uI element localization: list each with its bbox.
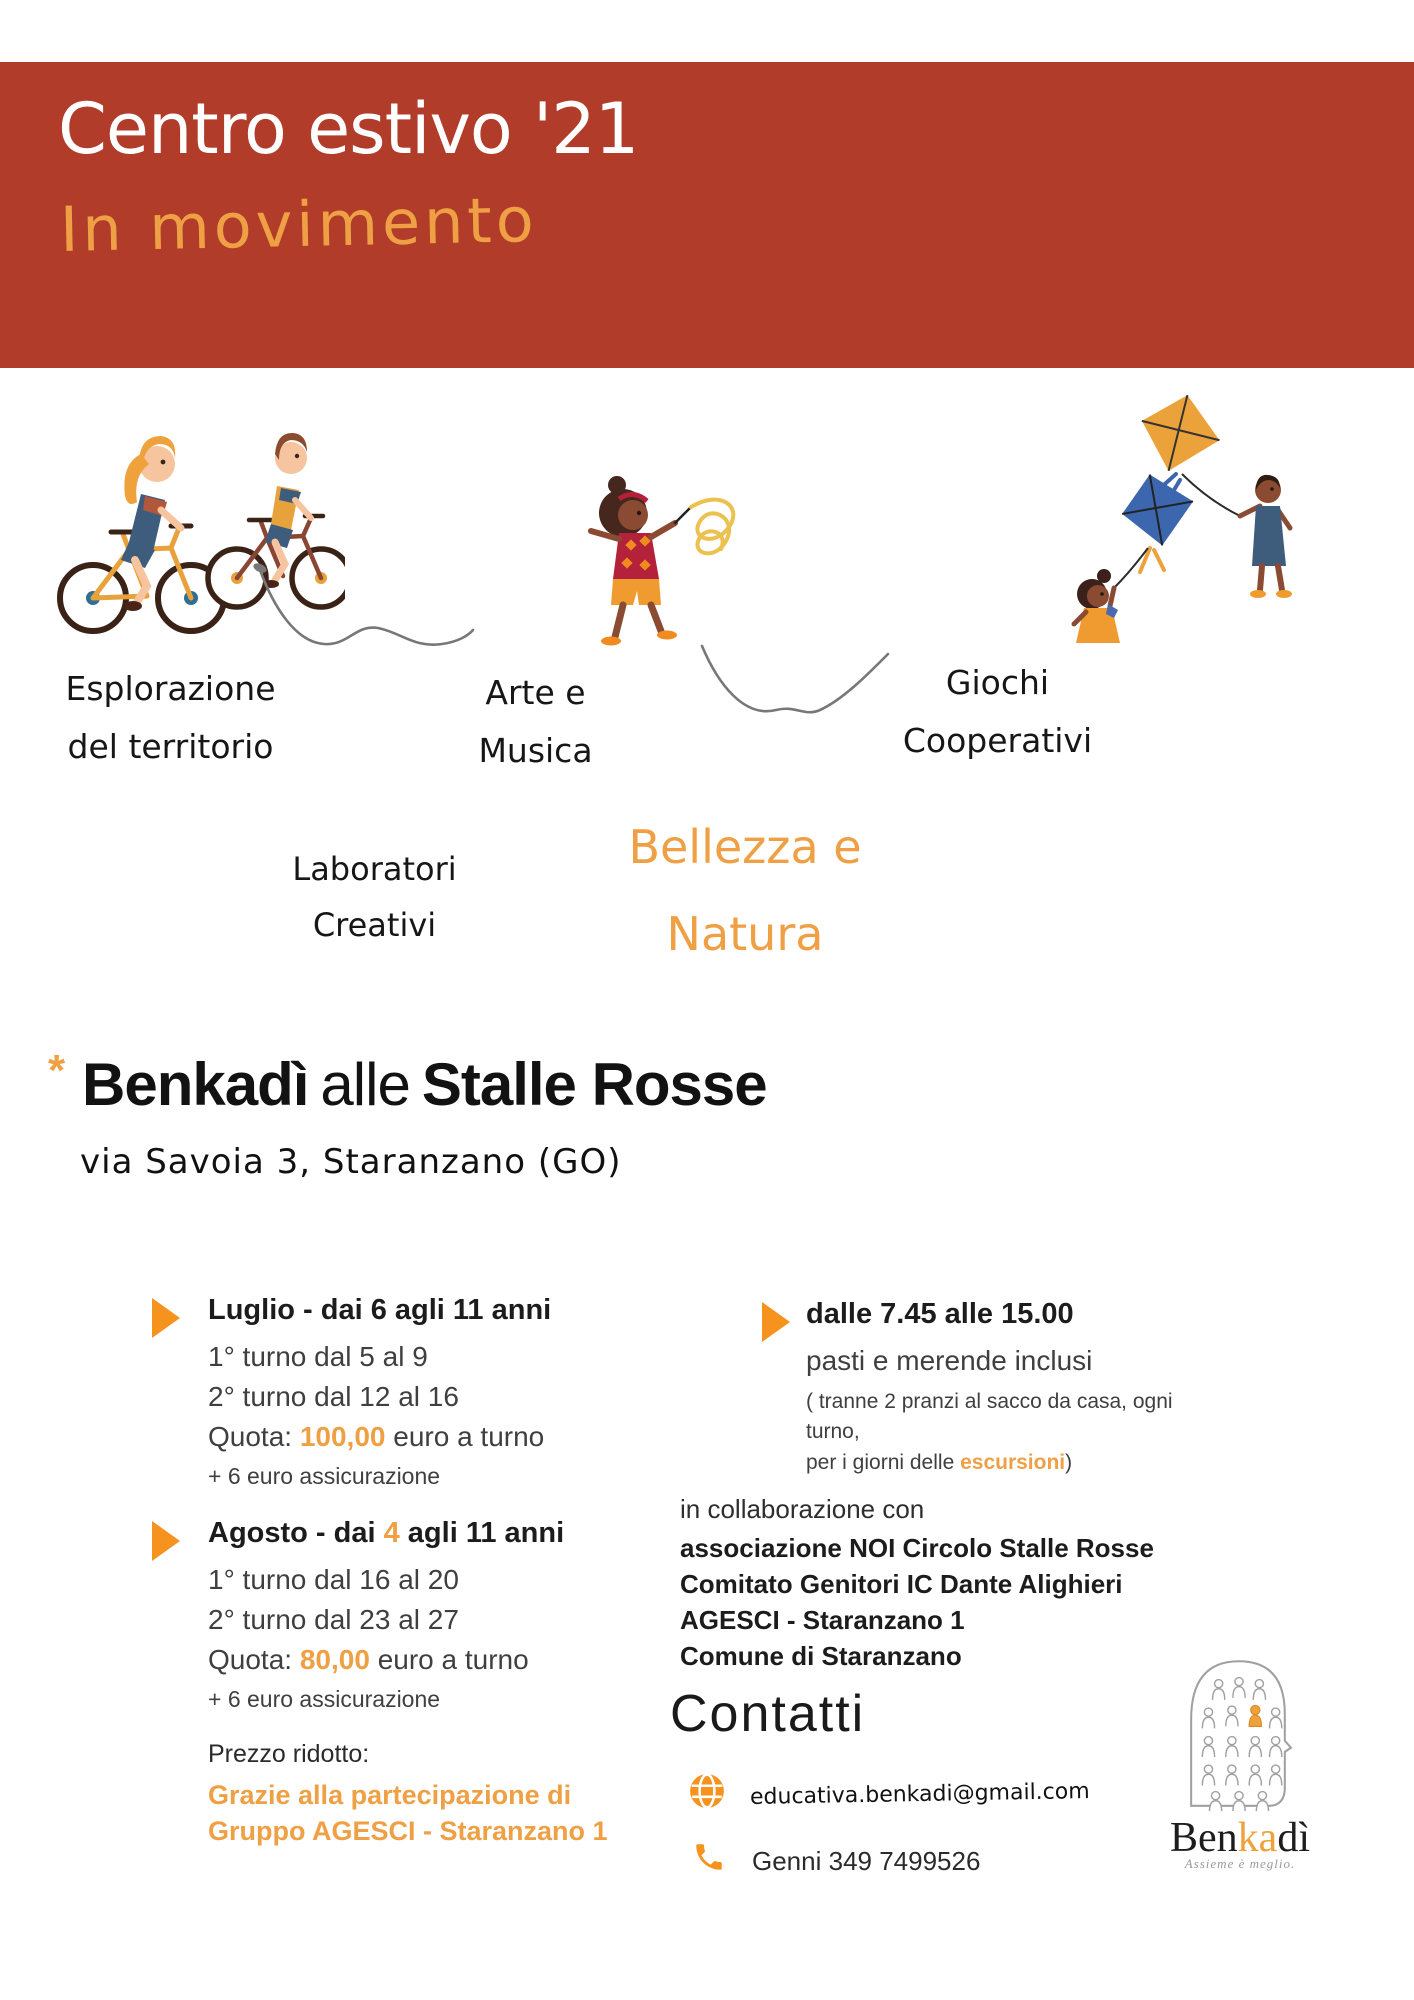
- activity-label-laboratori-creativi: [262, 841, 487, 953]
- august-title-pre: Agosto - dai: [208, 1517, 384, 1549]
- activity-line: Esplorazione: [65, 669, 276, 708]
- schedule-note-1: ( tranne 2 pranzi al sacco da casa, ogni turno,: [806, 1390, 1173, 1444]
- august-turn-block: [208, 1517, 564, 1713]
- benkadi-logo-name: [1145, 1814, 1335, 1862]
- logo-name-highlight: ka: [1237, 1815, 1278, 1861]
- contact-phone: Genni 349 7499526: [752, 1846, 981, 1876]
- august-title-post: agli 11 anni: [399, 1517, 565, 1549]
- schedule-note-2: [806, 1448, 1226, 1478]
- note-pre: per i giorni delle: [806, 1450, 961, 1474]
- quota-value: 100,00: [299, 1421, 386, 1453]
- venue-name: [82, 1050, 767, 1119]
- activity-line: Natura: [666, 907, 824, 962]
- august-insurance: + 6 euro assicurazione: [208, 1686, 441, 1713]
- august-title-age: 4: [383, 1517, 400, 1549]
- activity-line: Arte e: [485, 673, 586, 712]
- schedule-meals: pasti e merende inclusi: [806, 1345, 1093, 1376]
- benkadi-logo-tagline: Assieme è meglio.: [1184, 1856, 1296, 1871]
- venue-address: via Savoia 3, Staranzano (GO): [80, 1142, 622, 1182]
- kite-kids-illustration: [1028, 388, 1318, 643]
- triangle-bullet-icon: [152, 1521, 180, 1561]
- venue-name-benkadi: Benkadì: [82, 1051, 309, 1118]
- venue-name-alle: alle: [320, 1051, 410, 1118]
- header-banner: [0, 62, 1414, 368]
- activity-line: Giochi: [945, 663, 1050, 702]
- collaboration-org: associazione NOI Circolo Stalle Rosse: [680, 1533, 1154, 1563]
- quota-label: Quota:: [208, 1421, 300, 1453]
- collaboration-block: [680, 1494, 1154, 1675]
- activity-line: Bellezza e: [628, 820, 862, 874]
- collaboration-org: Comune di Staranzano: [680, 1640, 962, 1671]
- schedule-block: [806, 1298, 1226, 1478]
- reduced-price-block: [208, 1740, 608, 1850]
- benkadi-logo-icon: [1183, 1653, 1295, 1811]
- asterisk-marker: *: [48, 1046, 66, 1095]
- logo-name-post: dì: [1277, 1815, 1310, 1861]
- note-highlight: escursioni: [960, 1450, 1066, 1474]
- globe-icon: [688, 1772, 726, 1810]
- july-turn-block: [208, 1294, 551, 1490]
- triangle-bullet-icon: [152, 1298, 180, 1338]
- activity-line: del territorio: [67, 726, 274, 766]
- august-quota: [208, 1640, 564, 1680]
- ribbon-girl-illustration: [575, 473, 775, 653]
- contact-email: educativa.benkadi@gmail.com: [749, 1779, 1090, 1810]
- flyer-subtitle: In movimento: [59, 183, 539, 266]
- flyer-title: Centro estivo '21: [58, 88, 639, 170]
- july-insurance: + 6 euro assicurazione: [208, 1463, 441, 1490]
- august-turn-2: 2° turno dal 23 al 27: [208, 1604, 459, 1636]
- triangle-bullet-icon: [762, 1302, 790, 1342]
- activity-line: Cooperativi: [902, 720, 1093, 760]
- logo-name-pre: Ben: [1170, 1815, 1238, 1861]
- july-title: Luglio - dai 6 agli 11 anni: [208, 1294, 552, 1326]
- activity-line: Creativi: [312, 906, 437, 944]
- activity-label-arte-musica: [438, 664, 633, 780]
- venue-name-stalle-rosse: Stalle Rosse: [421, 1051, 767, 1118]
- quota-value: 80,00: [299, 1644, 370, 1676]
- contacts-title: Contatti: [670, 1685, 866, 1743]
- schedule-title: dalle 7.45 alle 15.00: [806, 1298, 1074, 1330]
- quota-rest: euro a turno: [385, 1421, 545, 1453]
- note-post: ): [1065, 1450, 1073, 1474]
- reduced-price-line: Gruppo AGESCI - Staranzano 1: [208, 1816, 608, 1847]
- collaboration-org: AGESCI - Staranzano 1: [680, 1604, 965, 1635]
- collaboration-intro: in collaborazione con: [680, 1494, 925, 1524]
- july-turn-1: 1° turno dal 5 al 9: [208, 1341, 428, 1372]
- reduced-price-label: Prezzo ridotto:: [208, 1740, 370, 1768]
- activity-line: Laboratori: [292, 850, 457, 888]
- collaboration-org: Comitato Genitori IC Dante Alighieri: [680, 1568, 1123, 1599]
- squiggle-line-left-icon: [252, 556, 477, 668]
- activity-label-giochi-cooperativi: [880, 654, 1115, 770]
- quota-rest: euro a turno: [369, 1644, 529, 1676]
- squiggle-line-right-icon: [692, 632, 897, 727]
- quota-label: Quota:: [208, 1644, 300, 1676]
- phone-icon: [692, 1840, 726, 1874]
- activity-label-esplorazione: [28, 660, 313, 776]
- july-turn-2: 2° turno dal 12 al 16: [208, 1381, 459, 1413]
- august-turn-1: 1° turno dal 16 al 20: [208, 1564, 459, 1595]
- reduced-price-line: Grazie alla partecipazione di: [208, 1780, 572, 1810]
- august-title: [208, 1517, 564, 1550]
- activity-line: Musica: [478, 730, 593, 770]
- july-quota: [208, 1417, 551, 1457]
- activity-label-bellezza-natura: [585, 804, 905, 979]
